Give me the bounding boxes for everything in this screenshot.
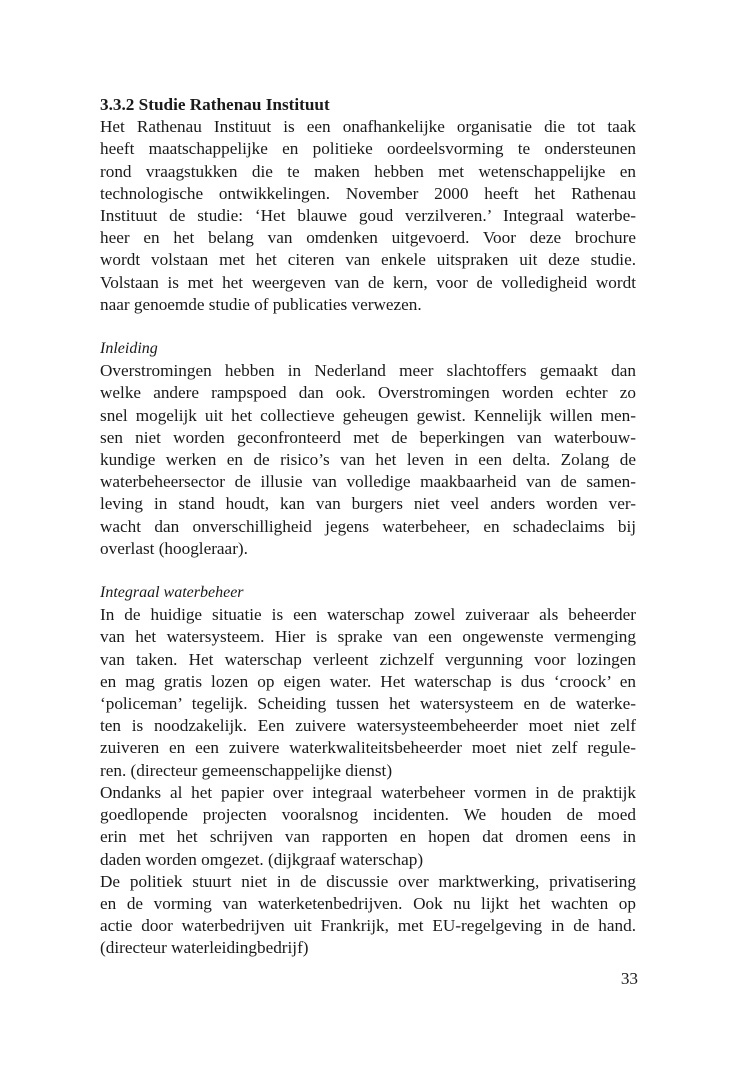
text-line: zuiveren en een zuivere waterkwaliteitsbeheerder moet niet zelf regule-: [100, 738, 636, 758]
text-line: erin met het schrijven van rapporten en hopen dat dromen eens in: [100, 827, 636, 847]
text-line: In de huidige situatie is een waterschap zowel zuiveraar als beheerder: [100, 605, 636, 625]
text-line: wordt volstaan met het citeren van enkele uitspraken uit deze studie.: [100, 250, 636, 270]
text-line: ten is noodzakelijk. Een zuivere watersysteembeheerder moet niet zelf: [100, 716, 636, 736]
text-line: waterbeheersector de illusie van volledige maakbaarheid van de samen-: [100, 472, 636, 492]
text-line: ‘policeman’ tegelijk. Scheiding tussen het watersysteem en de waterke-: [100, 694, 636, 714]
inleiding-subheading: Inleiding: [100, 340, 158, 358]
text-line: heeft maatschappelijke en politieke oordeelsvorming te ondersteunen: [100, 139, 636, 159]
text-line: Instituut de studie: ‘Het blauwe goud verzilveren.’ Integraal waterbe-: [100, 206, 636, 226]
text-line: daden worden omgezet. (dijkgraaf waterschap): [100, 849, 424, 869]
text-line: technologische ontwikkelingen. November 2000 heeft het Rathenau: [100, 183, 636, 203]
text-line: leving in stand houdt, kan van burgers niet veel anders worden ver-: [100, 494, 636, 514]
text-line: wacht dan onverschilligheid jegens waterbeheer, en schadeclaims bij: [100, 516, 636, 536]
intro-paragraph: [100, 116, 636, 316]
text-line: ren. (directeur gemeenschappelijke dienst): [100, 760, 393, 780]
text-line: welke andere rampspoed dan ook. Overstromingen worden echter zo: [100, 383, 636, 403]
inleiding-paragraph: [100, 360, 636, 560]
section-heading: 3.3.2 Studie Rathenau Instituut: [100, 95, 330, 114]
page-content: [100, 94, 636, 960]
text-line: en de vorming van waterketenbedrijven. Ook nu lijkt het wachten op: [100, 893, 636, 913]
text-line: naar genoemde studie of publicaties verwezen.: [100, 294, 422, 314]
text-line: Het Rathenau Instituut is een onafhankelijke organisatie die tot taak: [100, 117, 636, 137]
integraal-paragraph-1: [100, 604, 636, 782]
text-line: Overstromingen hebben in Nederland meer slachtoffers gemaakt dan: [100, 361, 636, 381]
text-line: (directeur waterleidingbedrijf): [100, 938, 309, 958]
text-line: van taken. Het waterschap verleent zichzelf vergunning voor lozingen: [100, 649, 636, 669]
text-line: rond vraagstukken die te maken hebben met wetenschappelijke en: [100, 161, 636, 181]
text-line: van het watersysteem. Hier is sprake van een ongewenste vermenging: [100, 627, 636, 647]
text-line: sen niet worden geconfronteerd met de beperkingen van waterbouw-: [100, 427, 636, 447]
integraal-paragraph-2: [100, 782, 636, 871]
text-line: heer en het belang van omdenken uitgevoerd. Voor deze brochure: [100, 228, 636, 248]
text-line: De politiek stuurt niet in de discussie over marktwerking, privatisering: [100, 871, 636, 891]
integraal-paragraph-3: [100, 871, 636, 960]
text-line: Ondanks al het papier over integraal waterbeheer vormen in de praktijk: [100, 782, 636, 802]
text-line: snel mogelijk uit het collectieve geheugen gewist. Kennelijk willen men-: [100, 405, 636, 425]
text-line: kundige werken en de risico’s van het leven in een delta. Zolang de: [100, 450, 636, 470]
text-line: overlast (hoogleraar).: [100, 538, 248, 558]
text-line: goedlopende projecten vooralsnog incidenten. We houden de moed: [100, 805, 636, 825]
text-line: Volstaan is met het weergeven van de kern, voor de volledigheid wordt: [100, 272, 636, 292]
integraal-subheading: Integraal waterbeheer: [100, 584, 244, 602]
page-number: 33: [620, 969, 638, 988]
text-line: en mag gratis lozen op eigen water. Het waterschap is dus ‘croock’ en: [100, 671, 636, 691]
text-line: actie door waterbedrijven uit Frankrijk, met EU-regelgeving in de hand.: [100, 916, 636, 936]
